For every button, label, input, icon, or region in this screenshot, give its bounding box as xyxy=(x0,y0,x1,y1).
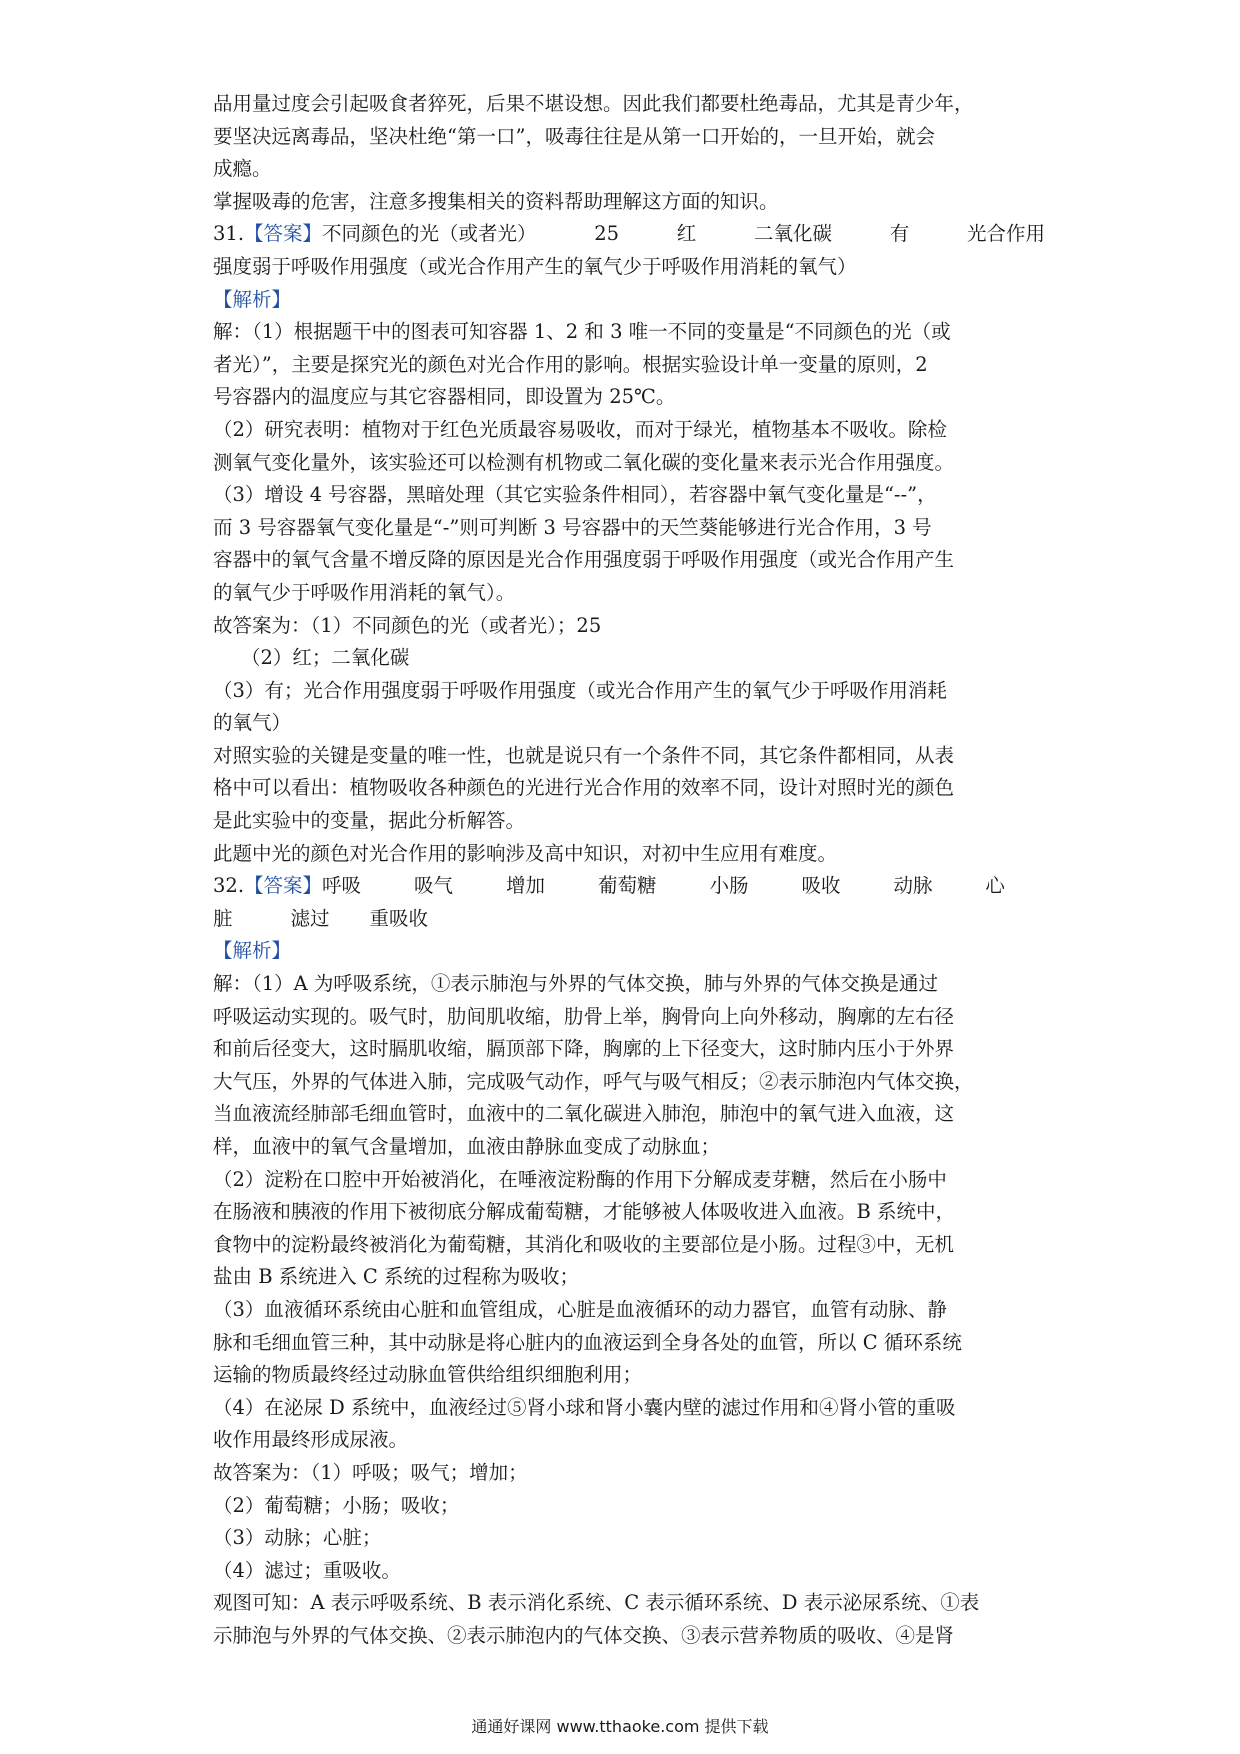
answer-item: 不同颜色的光（或者光） xyxy=(322,222,537,246)
answer-item: 有 xyxy=(889,222,910,246)
text-line: 是此实验中的变量，据此分析解答。 xyxy=(213,809,526,833)
text-line: （4）在泌尿 D 系统中，血液经过⑤肾小球和肾小囊内壁的滤过作用和④肾小管的重吸 xyxy=(213,1395,956,1419)
text-line: （2）淀粉在口腔中开始被消化，在唾液淀粉酶的作用下分解成麦芽糖，然后在小肠中 xyxy=(213,1167,947,1191)
q31-answer-continued: 强度弱于呼吸作用强度（或光合作用产生的氧气少于呼吸作用消耗的氧气） xyxy=(213,254,857,278)
analysis-tag: 【解析】 xyxy=(213,939,292,963)
q32-answer-head xyxy=(213,870,361,903)
text-line: 而 3 号容器氧气变化量是“-”则可判断 3 号容器中的天竺葵能够进行光合作用，3 号 xyxy=(213,515,932,539)
text-line: （4）滤过；重吸收。 xyxy=(213,1558,401,1582)
q31-answer-head xyxy=(213,218,537,251)
text-line: 号容器内的温度应与其它容器相同，即设置为 25℃。 xyxy=(213,385,676,409)
answer-item: 增加 xyxy=(506,874,546,898)
text-line: （3）动脉；心脏； xyxy=(213,1526,382,1550)
q32-answer-row-2 xyxy=(213,903,1045,936)
text-line: 当血液流经肺部毛细血管时，血液中的二氧化碳进入肺泡，肺泡中的氧气进入血液，这 xyxy=(213,1102,955,1126)
text-line: （2）红；二氧化碳 xyxy=(241,646,410,670)
answer-item: 葡萄糖 xyxy=(597,874,657,898)
answer-item: 二氧化碳 xyxy=(754,222,833,246)
answer-item: 脏 xyxy=(213,906,233,930)
text-line: 格中可以看出：植物吸收各种颜色的光进行光合作用的效率不同，设计对照时光的颜色 xyxy=(213,776,955,800)
text-line: 此题中光的颜色对光合作用的影响涉及高中知识，对初中生应用有难度。 xyxy=(213,841,838,865)
answer-item: 红 xyxy=(676,222,697,246)
page-footer: 通通好课网 www.tthaoke.com 提供下载 xyxy=(471,1717,769,1736)
question-number: 32. xyxy=(213,874,245,898)
text-line: 解：（1）A 为呼吸系统，①表示肺泡与外界的气体交换，肺与外界的气体交换是通过 xyxy=(213,972,938,996)
answer-item: 光合作用 xyxy=(966,222,1045,246)
text-line: 故答案为：（1）呼吸；吸气；增加； xyxy=(213,1460,528,1484)
text-line: 呼吸运动实现的。吸气时，肋间肌收缩，肋骨上举，胸骨向上向外移动，胸廓的左右径 xyxy=(213,1004,955,1028)
text-line: 的氧气少于呼吸作用消耗的氧气）。 xyxy=(213,580,516,604)
answer-item: 呼吸 xyxy=(322,874,362,898)
text-line: 收作用最终形成尿液。 xyxy=(213,1428,409,1452)
analysis-tag: 【解析】 xyxy=(213,287,292,311)
text-line: 示肺泡与外界的气体交换、②表示肺泡内的气体交换、③表示营养物质的吸收、④是肾 xyxy=(213,1623,955,1647)
question-number: 31. xyxy=(213,222,245,246)
text-line: （2）葡萄糖；小肠；吸收； xyxy=(213,1493,460,1517)
text-line: （3）血液循环系统由心脏和血管组成，心脏是血液循环的动力器官，血管有动脉、静 xyxy=(213,1297,947,1321)
answer-item: 心 xyxy=(985,874,1005,898)
answer-item: 小肠 xyxy=(709,874,749,898)
answer-item: 重吸收 xyxy=(369,906,429,930)
text-line: 解：（1）根据题干中的图表可知容器 1、2 和 3 唯一不同的变量是“不同颜色的光（或 xyxy=(213,320,951,344)
text-line: 故答案为：（1）不同颜色的光（或者光）；25 xyxy=(213,613,602,637)
text-line: 食物中的淀粉最终被消化为葡萄糖，其消化和吸收的主要部位是小肠。过程③中，无机 xyxy=(213,1232,955,1256)
answer-item: 吸收 xyxy=(801,874,841,898)
text-line: 要坚决远离毒品，坚决杜绝“第一口”，吸毒往往是从第一口开始的，一旦开始，就会 xyxy=(213,124,935,148)
text-line: 大气压，外界的气体进入肺，完成吸气动作，呼气与吸气相反；②表示肺泡内气体交换， xyxy=(213,1069,974,1093)
text-line: 盐由 B 系统进入 C 系统的过程称为吸收； xyxy=(213,1265,580,1289)
text-line: 运输的物质最终经过动脉血管供给组织细胞利用； xyxy=(213,1363,643,1387)
answer-item: 25 xyxy=(594,222,620,246)
text-line: （3）增设 4 号容器，黑暗处理（其它实验条件相同），若容器中氧气变化量是“--”， xyxy=(213,483,937,507)
text-line: 样，血液中的氧气含量增加，血液由静脉血变成了动脉血； xyxy=(213,1135,721,1158)
text-line: 和前后径变大，这时膈肌收缩，膈顶部下降，胸廓的上下径变大，这时肺内压小于外界 xyxy=(213,1037,955,1061)
text-line: 者光）”，主要是探究光的颜色对光合作用的影响。根据实验设计单一变量的原则，2 xyxy=(213,352,928,376)
text-line: 成瘾。 xyxy=(213,157,272,181)
answer-item: 吸气 xyxy=(414,874,454,898)
text-line: 在肠液和胰液的作用下被彻底分解成葡萄糖，才能够被人体吸收进入血液。B 系统中， xyxy=(213,1200,956,1224)
text-line: 的氧气） xyxy=(213,711,292,735)
text-line: 品用量过度会引起吸食者猝死，后果不堪设想。因此我们都要杜绝毒品，尤其是青少年， xyxy=(213,92,974,115)
answer-tag: 【答案】 xyxy=(244,874,323,898)
text-line: 容器中的氧气含量不增反降的原因是光合作用强度弱于呼吸作用强度（或光合作用产生 xyxy=(213,548,955,572)
document-body xyxy=(213,88,1045,1653)
answer-tag: 【答案】 xyxy=(244,222,323,246)
text-line: 观图可知：A 表示呼吸系统、B 表示消化系统、C 表示循环系统、D 表示泌尿系统、①表 xyxy=(213,1591,980,1615)
answer-item: 滤过 xyxy=(290,906,330,930)
text-line: （2）研究表明：植物对于红色光质最容易吸收，而对于绿光，植物基本不吸收。除检 xyxy=(213,417,947,441)
text-line: 脉和毛细血管三种，其中动脉是将心脏内的血液运到全身各处的血管，所以 C 循环系统 xyxy=(213,1330,962,1354)
answer-item: 动脉 xyxy=(893,874,933,898)
text-line: 对照实验的关键是变量的唯一性，也就是说只有一个条件不同，其它条件都相同，从表 xyxy=(213,743,955,767)
text-line: 掌握吸毒的危害，注意多搜集相关的资料帮助理解这方面的知识。 xyxy=(213,189,779,213)
text-line: （3）有；光合作用强度弱于呼吸作用强度（或光合作用产生的氧气少于呼吸作用消耗 xyxy=(213,678,947,702)
q31-answer-row xyxy=(213,218,1045,251)
text-line: 测氧气变化量外，该实验还可以检测有机物或二氧化碳的变化量来表示光合作用强度。 xyxy=(213,450,955,474)
q32-answer-row xyxy=(213,870,1045,903)
